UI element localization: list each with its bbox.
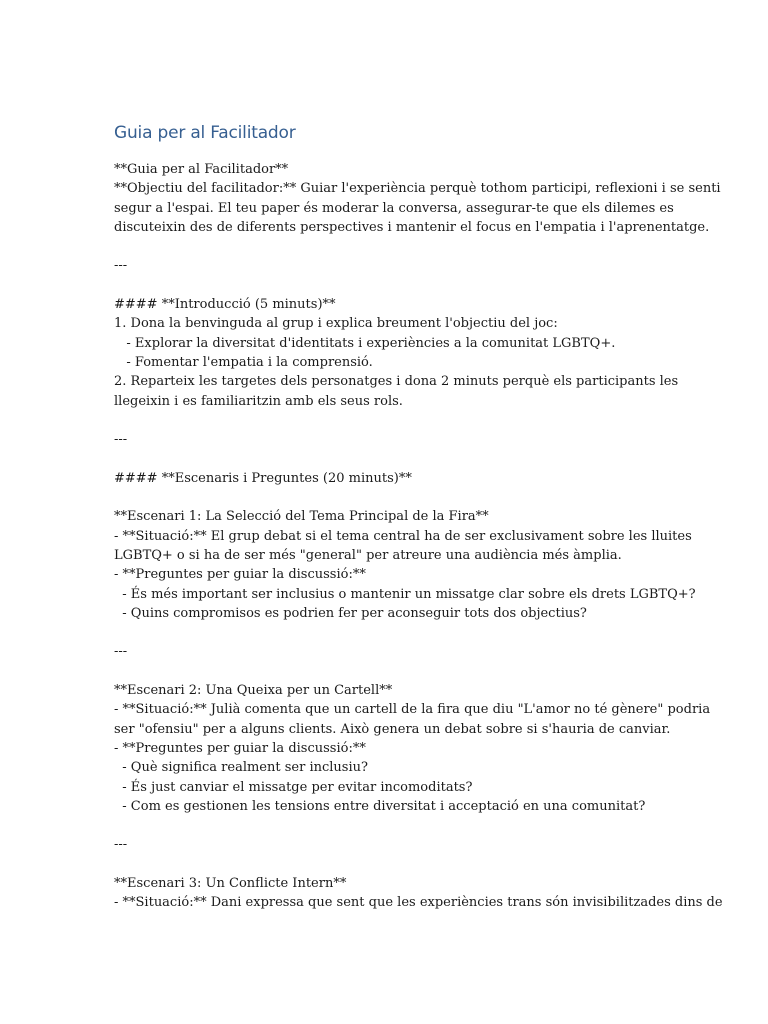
- blank-line: [114, 623, 674, 642]
- text-line: #### **Escenaris i Preguntes (20 minuts)**: [114, 470, 412, 486]
- text-line: discuteixin des de diferents perspectives i mantenir el focus en l'empatia i l'aprenentatge.: [114, 219, 710, 235]
- blank-line: [114, 276, 674, 295]
- document-body: [114, 160, 723, 913]
- blank-line: [114, 411, 674, 430]
- text-line: - És just canviar el missatge per evitar incomoditats?: [114, 779, 473, 795]
- document-heading: Guia per al Facilitador: [114, 123, 296, 143]
- text-line: **Objectiu del facilitador:** Guiar l'experiència perquè tothom participi, reflexioni i se senti: [114, 181, 721, 197]
- text-line: ---: [114, 258, 128, 274]
- text-line: ---: [114, 432, 128, 448]
- blank-line: [114, 855, 674, 874]
- text-line: **Escenari 1: La Selecció del Tema Principal de la Fira**: [114, 509, 489, 525]
- text-line: **Escenari 3: Un Conflicte Intern**: [114, 875, 347, 891]
- blank-line: [114, 662, 674, 681]
- text-line: ---: [114, 837, 128, 853]
- text-line: 1. Dona la benvinguda al grup i explica breument l'objectiu del joc:: [114, 316, 558, 332]
- text-line: ser "ofensiu" per a alguns clients. Això genera un debat sobre si s'hauria de canviar.: [114, 721, 671, 737]
- text-line: **Guia per al Facilitador**: [114, 162, 289, 177]
- text-line: - Explorar la diversitat d'identitats i experiències a la comunitat LGBTQ+.: [114, 335, 616, 351]
- text-line: - Fomentar l'empatia i la comprensió.: [114, 354, 373, 370]
- text-line: - **Situació:** Dani expressa que sent que les experiències trans són invisibilitzades dins de: [114, 895, 723, 911]
- text-line: - Què significa realment ser inclusiu?: [114, 760, 368, 776]
- text-line: - Com es gestionen les tensions entre diversitat i acceptació en una comunitat?: [114, 798, 646, 814]
- text-line: LGBTQ+ o si ha de ser més "general" per atreure una audiència més àmplia.: [114, 547, 622, 563]
- text-line: 2. Reparteix les targetes dels personatges i dona 2 minuts perquè els participants les: [114, 374, 679, 390]
- blank-line: [114, 488, 674, 507]
- text-line: - **Preguntes per guiar la discussió:**: [114, 567, 366, 583]
- text-line: - És més important ser inclusius o mantenir un missatge clar sobre els drets LGBTQ+?: [114, 586, 696, 602]
- text-line: #### **Introducció (5 minuts)**: [114, 297, 336, 313]
- text-line: - **Situació:** Julià comenta que un cartell de la fira que diu "L'amor no té gènere" podria: [114, 702, 711, 718]
- text-line: - **Situació:** El grup debat si el tema central ha de ser exclusivament sobre les lluites: [114, 528, 692, 544]
- blank-line: [114, 237, 674, 256]
- text-line: - **Preguntes per guiar la discussió:**: [114, 740, 366, 756]
- text-line: ---: [114, 644, 128, 660]
- blank-line: [114, 816, 674, 835]
- text-line: **Escenari 2: Una Queixa per un Cartell**: [114, 683, 393, 699]
- blank-line: [114, 449, 674, 468]
- text-line: segur a l'espai. El teu paper és moderar la conversa, assegurar-te que els dilemes es: [114, 200, 674, 216]
- text-line: llegeixin i es familiaritzin amb els seus rols.: [114, 393, 403, 409]
- text-line: - Quins compromisos es podrien fer per aconseguir tots dos objectius?: [114, 605, 587, 621]
